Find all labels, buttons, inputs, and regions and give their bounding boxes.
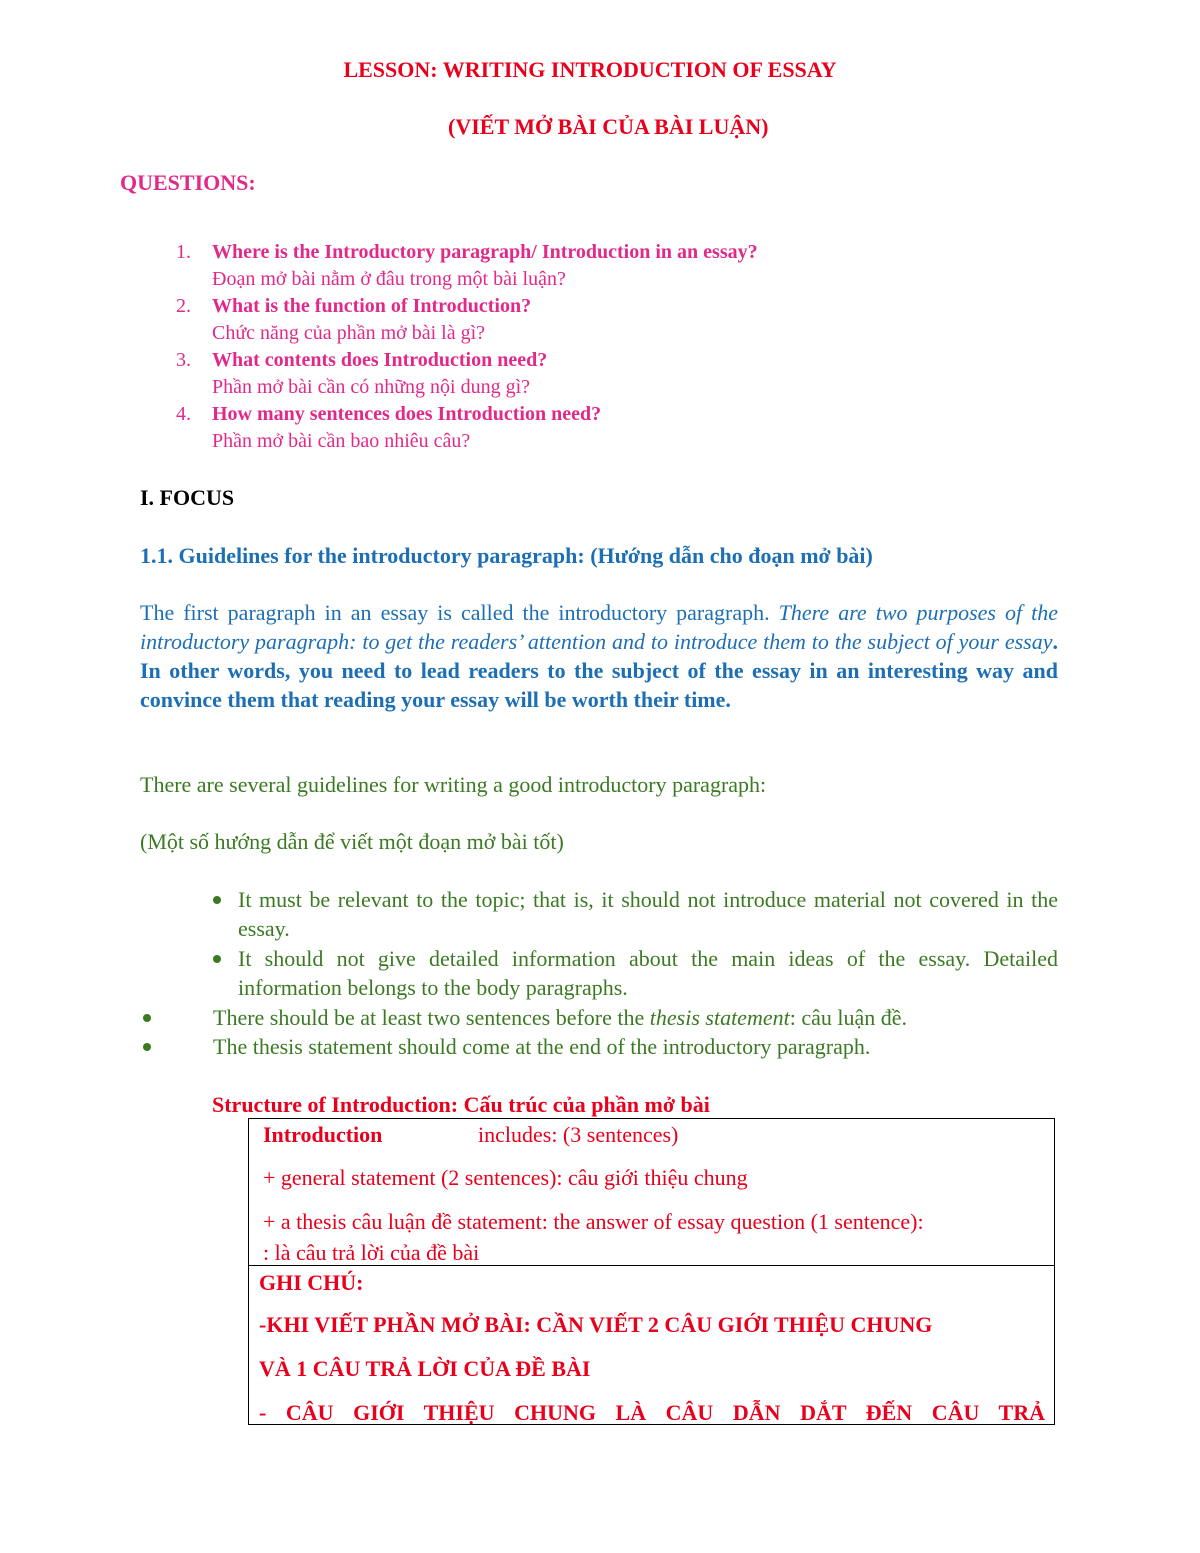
question-vietnamese: Phần mở bài cần bao nhiêu câu? bbox=[212, 430, 471, 452]
bullet-item: It must be relevant to the topic; that is, it should not introduce material not covered in the essay. bbox=[238, 887, 1058, 941]
question-vietnamese: Chức năng của phần mở bài là gì? bbox=[212, 322, 485, 344]
question-english: How many sentences does Introduction need? bbox=[212, 403, 602, 425]
intro-label: Introduction bbox=[263, 1122, 383, 1147]
structure-heading: Structure of Introduction: Cấu trúc của phần mở bài bbox=[212, 1092, 710, 1117]
note-line: -KHI VIẾT PHẦN MỞ BÀI: CẦN VIẾT 2 CÂU GIỚI THIỆU CHUNG bbox=[259, 1312, 933, 1337]
focus-heading: I. FOCUS bbox=[140, 485, 235, 510]
intro-paragraph bbox=[140, 598, 1058, 714]
guidelines-intro-vi: (Một số hướng dẫn để viết một đoạn mở bài tốt) bbox=[140, 829, 564, 854]
question-english: What contents does Introduction need? bbox=[212, 349, 548, 371]
question-english: Where is the Introductory paragraph/ Introduction in an essay? bbox=[212, 241, 758, 263]
bullet-icon bbox=[143, 1043, 151, 1051]
intro-includes: includes: (3 sentences) bbox=[478, 1122, 679, 1147]
bullet-item: It should not give detailed information about the main ideas of the essay. Detailed information belongs to the body paragraphs. bbox=[238, 946, 1058, 1000]
bullet-icon bbox=[213, 896, 221, 904]
general-statement-line: + general statement (2 sentences): câu giới thiệu chung bbox=[263, 1165, 748, 1190]
guidelines-intro: There are several guidelines for writing a good introductory paragraph: bbox=[140, 772, 767, 797]
question-number: 1. bbox=[176, 241, 191, 263]
thesis-statement-vi: : là câu trả lời của đề bài bbox=[263, 1240, 480, 1265]
paragraph-text-bold: . In other words, you need to lead readers to the subject of the essay in an interesting way and convince them that reading your essay will be worth their time. bbox=[140, 629, 1058, 712]
question-vietnamese: Phần mở bài cần có những nội dung gì? bbox=[212, 376, 531, 398]
bullet-text: : câu luận đề. bbox=[789, 1005, 908, 1030]
bullet-icon bbox=[143, 1014, 151, 1022]
questions-heading: QUESTIONS: bbox=[120, 170, 256, 195]
bullet-item: The thesis statement should come at the end of the introductory paragraph. bbox=[213, 1034, 871, 1059]
guidelines-heading: 1.1. Guidelines for the introductory paragraph: (Hướng dẫn cho đoạn mở bài) bbox=[140, 543, 873, 568]
question-number: 3. bbox=[176, 349, 191, 371]
note-line: - CÂU GIỚI THIỆU CHUNG LÀ CÂU DẪN DẮT ĐẾN CÂU TRẢ bbox=[259, 1400, 1045, 1425]
bullet-text: There should be at least two sentences before the bbox=[213, 1005, 650, 1030]
question-number: 2. bbox=[176, 295, 191, 317]
bullet-italic-text: thesis statement bbox=[649, 1005, 790, 1030]
question-number: 4. bbox=[176, 403, 191, 425]
lesson-title: LESSON: WRITING INTRODUCTION OF ESSAY bbox=[343, 57, 837, 82]
paragraph-text: The first paragraph in an essay is called the introductory paragraph. bbox=[140, 600, 770, 625]
question-english: What is the function of Introduction? bbox=[212, 295, 532, 317]
paragraph-italic-text: There are two purposes of the introductory paragraph: to get the readers’ attention and to introduce them to the subject of your essay bbox=[140, 600, 1059, 654]
note-line: VÀ 1 CÂU TRẢ LỜI CỦA ĐỀ BÀI bbox=[259, 1356, 591, 1381]
bullet-item bbox=[213, 1003, 1073, 1032]
bullet-icon bbox=[213, 955, 221, 963]
thesis-statement-line: + a thesis câu luận đề statement: the answer of essay question (1 sentence): bbox=[263, 1209, 924, 1234]
note-heading: GHI CHÚ: bbox=[259, 1270, 364, 1295]
lesson-subtitle: (VIẾT MỞ BÀI CỦA BÀI LUẬN) bbox=[448, 114, 769, 139]
question-vietnamese: Đoạn mở bài nằm ở đâu trong một bài luận? bbox=[212, 268, 566, 290]
